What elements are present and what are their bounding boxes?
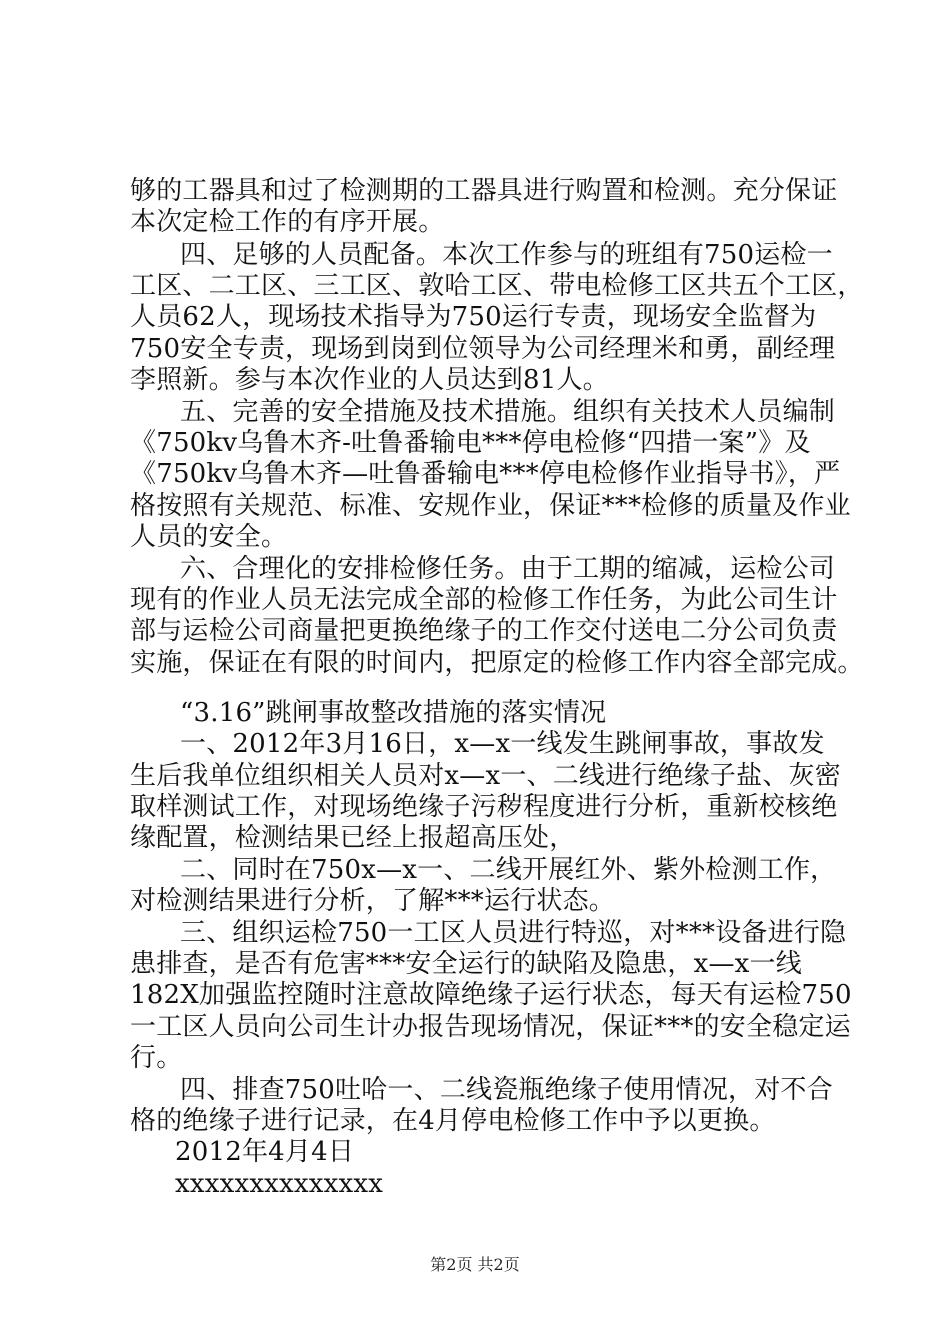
measure-three-start: 三、组织运检750一工区人员进行特巡，对***设备进行隐: [180, 918, 847, 948]
text-line: 现有的作业人员无法完成全部的检修工作任务，为此公司生计: [130, 585, 838, 615]
text-line: 750安全专责，现场到岗到位领导为公司经理米和勇，副经理: [130, 334, 836, 364]
measure-one-start: 一、2012年3月16日，x—x一线发生跳闸事故，事故发: [180, 729, 825, 759]
text-line: 《750kv乌鲁木齐—吐鲁番输电***停电检修作业指导书》，严: [130, 459, 841, 489]
text-line: 患排查，是否有危害***安全运行的缺陷及隐患，x—x一线: [130, 949, 802, 979]
document-date: 2012年4月4日: [175, 1137, 355, 1167]
text-line: 行。: [130, 1043, 183, 1073]
paragraph-five-start: 五、完善的安全措施及技术措施。组织有关技术人员编制: [180, 397, 836, 427]
text-line: 本次定检工作的有序开展。: [130, 207, 445, 237]
document-signature: xxxxxxxxxxxxxx: [175, 1169, 384, 1199]
text-line: 取样测试工作，对现场绝缘子污秽程度进行分析，重新校核绝: [130, 792, 838, 822]
text-line: 李照新。参与本次作业的人员达到81人。: [130, 365, 609, 395]
text-line: 生后我单位组织相关人员对x—x一、二线进行绝缘子盐、灰密: [130, 761, 841, 791]
text-line: 一工区人员向公司生计办报告现场情况，保证***的安全稳定运: [130, 1012, 851, 1042]
page-footer: 第2页 共2页: [430, 1255, 520, 1274]
paragraph-six-start: 六、合理化的安排检修任务。由于工期的缩减，运检公司: [180, 554, 836, 584]
measure-two-start: 二、同时在750x—x一、二线开展红外、紫外检测工作，: [180, 855, 837, 885]
text-line: 《750kv乌鲁木齐-吐鲁番输电***停电检修“四措一案”》及: [130, 428, 811, 458]
text-line: 部与运检公司商量把更换绝缘子的工作交付送电二分公司负责: [130, 616, 838, 646]
text-line: 格的绝缘子进行记录，在4月停电检修工作中予以更换。: [130, 1106, 776, 1136]
text-line: 够的工器具和过了检测期的工器具进行购置和检测。充分保证: [130, 176, 838, 206]
measure-four-start: 四、排查750吐哈一、二线瓷瓶绝缘子使用情况，对不合: [180, 1075, 833, 1105]
text-line: 实施，保证在有限的时间内，把原定的检修工作内容全部完成。: [130, 648, 864, 678]
text-line: 工区、二工区、三工区、敦哈工区、带电检修工区共五个工区，: [130, 271, 864, 301]
text-line: 182X加强监控随时注意故障绝缘子运行状态，每天有运检750: [130, 980, 852, 1010]
paragraph-four-start: 四、足够的人员配备。本次工作参与的班组有750运检一: [180, 240, 833, 270]
text-line: 对检测结果进行分析，了解***运行状态。: [130, 886, 616, 916]
text-line: 缘配置，检测结果已经上报超高压处，: [130, 823, 576, 853]
text-line: 人员62人，现场技术指导为750运行专责，现场安全监督为: [130, 302, 817, 332]
text-line: 人员的安全。: [130, 522, 288, 552]
text-line: 格按照有关规范、标准、安规作业，保证***检修的质量及作业: [130, 491, 851, 521]
section-heading: “3.16”跳闸事故整改措施的落实情况: [180, 698, 607, 728]
